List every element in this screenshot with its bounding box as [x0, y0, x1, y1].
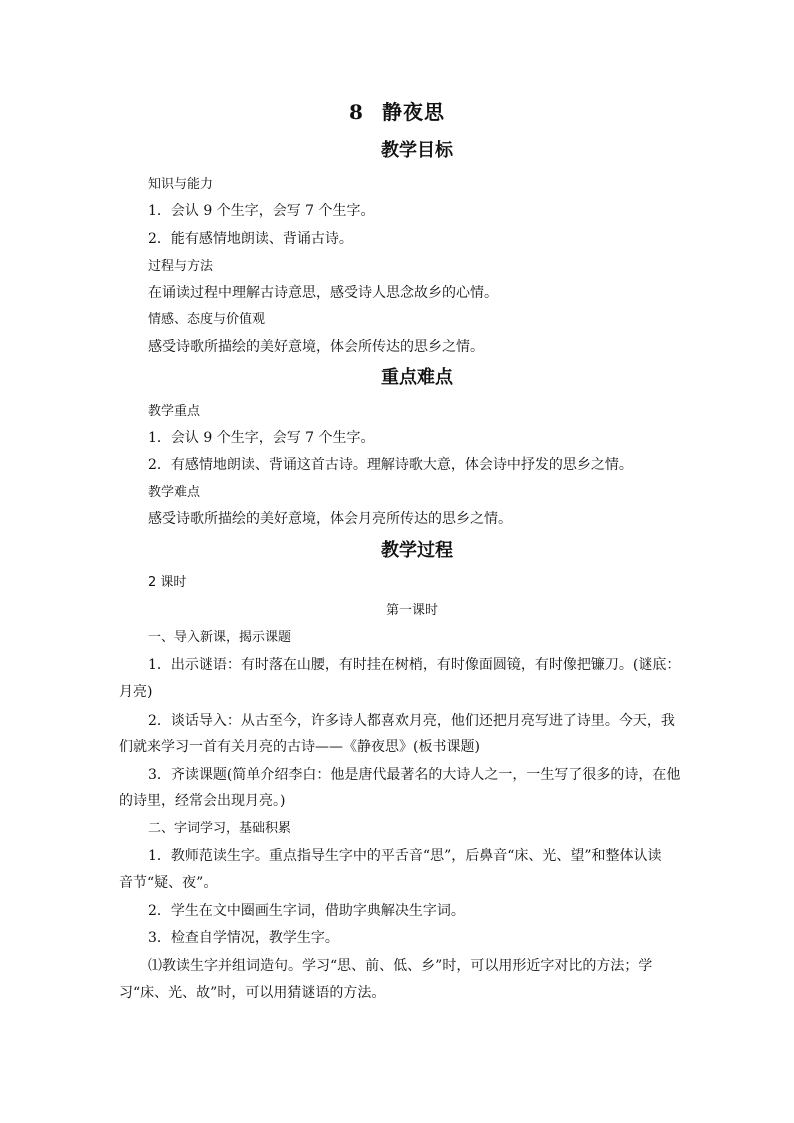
part-heading-1: 一、导入新课，揭示课题	[148, 630, 292, 645]
paragraph: 音节“疑、夜”。	[119, 875, 218, 891]
lesson-label: 第一课时	[385, 603, 438, 618]
paragraph: 1．会认 9 个生字，会写 7 个生字。	[148, 203, 375, 219]
paragraph: ⑴教读生字并组词造句。学习“思、前、低、乡”时，可以用形近字对比的方法；学	[148, 958, 653, 974]
paragraph: 1．会认 9 个生字，会写 7 个生字。	[148, 430, 375, 446]
subheading-knowledge: 知识与能力	[148, 177, 214, 192]
paragraph: 1．教师范读生字。重点指导生字中的平舌音“思”，后鼻音“床、光、望”和整体认读	[148, 848, 662, 864]
paragraph: 习“床、光、故”时，可以用猜谜语的方法。	[119, 985, 386, 1001]
subheading-difficulty: 教学难点	[148, 485, 201, 500]
page-title	[0, 98, 794, 126]
paragraph: 在诵读过程中理解古诗意思，感受诗人思念故乡的心情。	[148, 285, 498, 301]
part-heading-2: 二、字词学习，基础积累	[148, 821, 292, 836]
subheading-process: 过程与方法	[148, 259, 214, 274]
section-heading-process: 教学过程	[381, 540, 453, 561]
paragraph: 们就来学习一首有关月亮的古诗——《静夜思》(板书课题)	[119, 739, 480, 755]
lesson-title: 静夜思	[381, 100, 445, 124]
paragraph: 1．出示谜语：有时落在山腰，有时挂在树梢，有时像面圆镜，有时像把镰刀。(谜底：	[148, 657, 681, 673]
paragraph: 的诗里，经常会出现月亮。)	[119, 793, 286, 809]
paragraph: 2．有感情地朗读、背诵这首古诗。理解诗歌大意，体会诗中抒发的思乡之情。	[148, 457, 633, 473]
section-heading-key-points: 重点难点	[381, 367, 453, 388]
subheading-key: 教学重点	[148, 404, 201, 419]
lesson-number: 8	[349, 100, 364, 124]
paragraph: 2．学生在文中圈画生字词，借助字典解决生字词。	[148, 903, 465, 919]
paragraph: 2．谈话导入：从古至今，许多诗人都喜欢月亮，他们还把月亮写进了诗里。今天，我	[148, 713, 675, 729]
subheading-emotion: 情感、态度与价值观	[148, 312, 266, 327]
section-heading-objectives: 教学目标	[381, 140, 453, 161]
paragraph: 3．齐读课题(简单介绍李白：他是唐代最著名的大诗人之一，一生写了很多的诗，在他	[148, 767, 681, 783]
paragraph: 月亮)	[119, 684, 153, 700]
paragraph: 2．能有感情地朗读、背诵古诗。	[148, 231, 353, 247]
paragraph: 3．检查自学情况，教学生字。	[148, 930, 339, 946]
class-hours: 2 课时	[148, 575, 187, 590]
paragraph: 感受诗歌所描绘的美好意境，体会所传达的思乡之情。	[148, 339, 484, 355]
paragraph: 感受诗歌所描绘的美好意境，体会月亮所传达的思乡之情。	[148, 511, 512, 527]
